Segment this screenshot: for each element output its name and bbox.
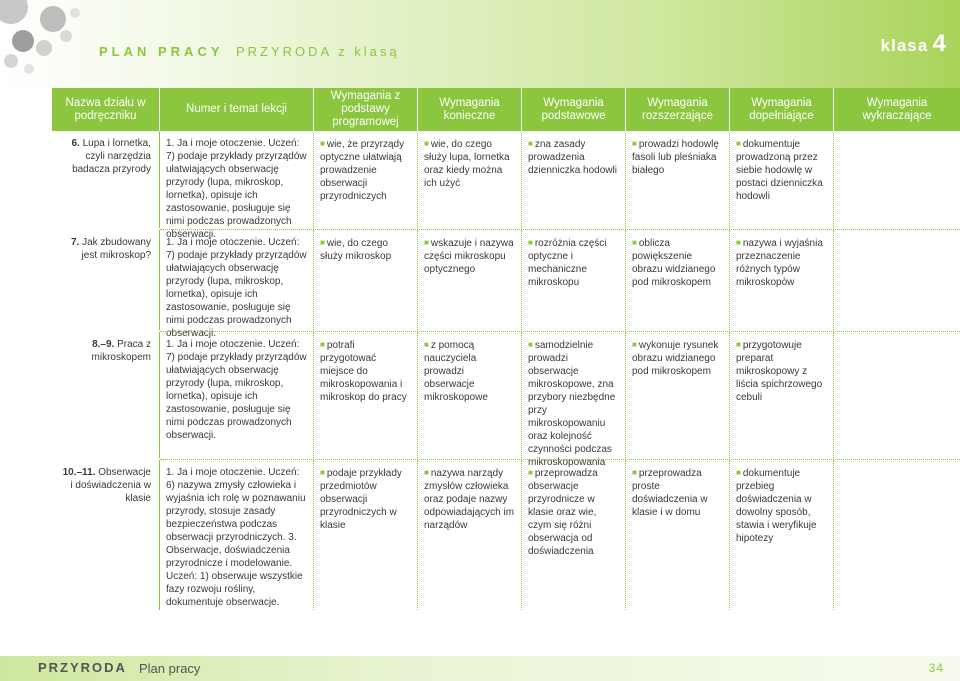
rozszerzajace-cell <box>522 332 626 468</box>
konieczne-text: wie, do czego służy mikroskop <box>320 238 392 262</box>
wykraczajace-cell <box>730 332 834 458</box>
podstawa-text: 1. Ja i moje otoczenie. Uczeń: 6) nazywa zmysły człowieka i wyjaśnia ich rolę w poznawaniu przyrody, stosuje zasady bezpieczeństwa podczas obserwacji przyrodniczych. 3. Obserwacje, doświadczenia przyrodnicze i modelowanie. Uczeń: 1) obserwuje wszystkie fazy rozwoju rośliny, dokumentuje obserwacje. <box>166 467 306 608</box>
konieczne-text: podaje przykłady przedmiotów obserwacji przyrodniczych w klasie <box>320 468 402 531</box>
class-label <box>881 30 946 58</box>
dopelniajace-text: wykonuje rysunek obrazu widzianego pod mikroskopem <box>632 340 719 377</box>
page-footer <box>0 656 960 681</box>
dopelniajace-cell <box>626 230 730 330</box>
podstawowe-cell <box>418 230 522 330</box>
podstawa-text: 1. Ja i moje otoczenie. Uczeń: 7) podaje przykłady przyrządów ułatwiających obserwację przyrody (lupa, mikroskop, lornetka), opisuje ich zastosowanie, posługuje się nimi podczas prowadzonych obserwacji. <box>166 138 307 240</box>
lesson-number: 8.–9. <box>92 339 115 350</box>
bullet-icon: ■ <box>736 340 741 349</box>
table-row <box>52 131 960 240</box>
bullet-icon: ■ <box>424 139 429 148</box>
rozszerzajace-text: rozróżnia części optyczne i mechaniczne mikroskopu <box>528 238 607 288</box>
column-header-konieczne: Wymagania konieczne <box>418 88 522 131</box>
row-topic-cell <box>52 460 160 610</box>
bullet-icon: ■ <box>320 340 325 349</box>
footer-subject: PRZYRODA <box>38 660 127 675</box>
bullet-icon: ■ <box>320 238 325 247</box>
bullet-icon: ■ <box>320 468 325 477</box>
podstawowe-text: wie, do czego służy lupa, lornetka oraz kiedy można ich użyć <box>424 139 510 189</box>
podstawowe-cell <box>418 460 522 610</box>
subject-title: PRZYRODA z klasą <box>236 44 400 59</box>
wykraczajace-text: dokumentuje przebieg doświadczenia w dowolny sposób, stawia i weryfikuje hipotezy <box>736 468 817 544</box>
konieczne-text: wie, że przyrządy optyczne ułatwiają prowadzenie obserwacji przyrodniczych <box>320 139 405 202</box>
class-word: klasa <box>880 36 929 55</box>
dopelniajace-cell <box>626 460 730 610</box>
wykraczajace-cell <box>730 230 834 330</box>
bullet-icon: ■ <box>528 340 533 349</box>
podstawa-cell <box>160 332 314 458</box>
podstawowe-text: wskazuje i nazywa części mikroskopu optycznego <box>424 238 514 275</box>
table-row <box>52 230 960 339</box>
bullet-icon: ■ <box>424 238 429 247</box>
row-topic-cell <box>52 332 160 458</box>
podstawa-text: 1. Ja i moje otoczenie. Uczeń: 7) podaje przykłady przyrządów ułatwiających obserwację przyrody (lupa, mikroskop, lornetka), opisuje ich zastosowanie, posługuje się nimi podczas prowadzonych obserwacji. <box>166 237 307 339</box>
podstawa-cell <box>160 460 314 610</box>
table-row <box>52 460 960 610</box>
section-name: Jak zbudowany jest mikroskop? <box>81 237 151 261</box>
konieczne-cell <box>314 131 418 228</box>
bullet-icon: ■ <box>424 340 429 349</box>
rozszerzajace-text: samodzielnie prowadzi obserwacje mikroskopowe, zna przybory niezbędne przy mikroskopowaniu oraz kolejność czynności podczas mikroskopowania <box>528 340 616 468</box>
bullet-icon: ■ <box>632 139 637 148</box>
bullet-icon: ■ <box>424 468 429 477</box>
dopelniajace-text: prowadzi hodowlę fasoli lub pleśniaka białego <box>632 139 719 176</box>
bullet-icon: ■ <box>632 238 637 247</box>
podstawa-cell <box>160 230 314 339</box>
empty-cell <box>834 230 960 330</box>
rozszerzajace-cell <box>522 460 626 610</box>
bullet-icon: ■ <box>528 238 533 247</box>
section-name: Lupa i lornetka, czyli narzędzia badacza przyrody <box>72 138 151 175</box>
podstawa-text: 1. Ja i moje otoczenie. Uczeń: 7) podaje przykłady przyrządów ułatwiających obserwację przyrody (lupa, mikroskop, lornetka), opisuje ich zastosowanie, posługuje się nimi podczas prowadzonych obserwacji. <box>166 339 307 441</box>
podstawowe-cell <box>418 131 522 228</box>
konieczne-cell <box>314 460 418 610</box>
rozszerzajace-cell <box>522 230 626 330</box>
bullet-icon: ■ <box>528 139 533 148</box>
konieczne-cell <box>314 332 418 458</box>
empty-cell <box>834 131 960 228</box>
konieczne-text: potrafi przygotować miejsce do mikroskopowania i mikroskop do pracy <box>320 340 407 403</box>
plan-title: PLAN PRACY <box>99 44 224 59</box>
dopelniajace-text: oblicza powiększenie obrazu widzianego pod mikroskopem <box>632 238 716 288</box>
bullet-icon: ■ <box>632 340 637 349</box>
bullet-icon: ■ <box>736 238 741 247</box>
wykraczajace-text: nazywa i wyjaśnia przeznaczenie różnych typów mikroskopów <box>736 238 823 288</box>
wykraczajace-cell <box>730 131 834 228</box>
wykraczajace-text: dokumentuje prowadzoną przez siebie hodowlę w postaci dzienniczka hodowli <box>736 139 823 202</box>
column-header-podstawa: Wymagania z podstawy programowej <box>314 88 418 131</box>
empty-cell <box>834 332 960 458</box>
column-header-dopelniajace: Wymagania dopełniające <box>730 88 834 131</box>
bullet-icon: ■ <box>736 139 741 148</box>
column-header-wykraczajace: Wymagania wykraczające <box>834 88 960 131</box>
column-header-podstawowe: Wymagania podstawowe <box>522 88 626 131</box>
dopelniajace-text: przeprowadza proste doświadczenia w klasie i w domu <box>632 468 708 518</box>
table-row <box>52 332 960 468</box>
rozszerzajace-text: przeprowadza obserwacje przyrodnicze w klasie oraz wie, czym się różni obserwacja od doświadczenia <box>528 468 598 557</box>
column-header-dzial: Nazwa działu w podręczniku <box>52 88 160 131</box>
dopelniajace-cell <box>626 332 730 458</box>
dopelniajace-cell <box>626 131 730 228</box>
bullet-icon: ■ <box>736 468 741 477</box>
empty-cell <box>834 460 960 610</box>
wykraczajace-cell <box>730 460 834 610</box>
podstawa-cell <box>160 131 314 240</box>
row-topic-cell <box>52 131 160 228</box>
section-name: Obserwacje i doświadczenia w klasie <box>70 467 151 504</box>
wykraczajace-text: przygotowuje preparat mikroskopowy z liścia spichrzowego cebuli <box>736 340 823 403</box>
column-header-temat: Numer i temat lekcji <box>160 88 314 131</box>
page-number: 34 <box>928 661 944 675</box>
row-topic-cell <box>52 230 160 330</box>
table-header <box>52 88 960 131</box>
podstawowe-cell <box>418 332 522 458</box>
header-banner <box>0 0 960 88</box>
column-header-rozszerzajace: Wymagania rozszerzające <box>626 88 730 131</box>
class-number: 4 <box>932 30 946 57</box>
footer-title: Plan pracy <box>139 661 201 676</box>
bullet-icon: ■ <box>320 139 325 148</box>
konieczne-cell <box>314 230 418 330</box>
bullet-icon: ■ <box>632 468 637 477</box>
bullet-icon: ■ <box>528 468 533 477</box>
section-name: Praca z mikroskopem <box>91 339 151 363</box>
lesson-number: 7. <box>70 237 80 248</box>
lesson-number: 6. <box>71 138 80 149</box>
rozszerzajace-cell <box>522 131 626 228</box>
rozszerzajace-text: zna zasady prowadzenia dzienniczka hodowli <box>528 139 617 176</box>
podstawowe-text: z pomocą nauczyciela prowadzi obserwacje mikroskopowe <box>424 340 488 403</box>
lesson-number: 10.–11. <box>62 467 96 478</box>
podstawowe-text: nazywa narządy zmysłów człowieka oraz podaje nazwy odpowiadających im narządów <box>424 468 515 531</box>
decorative-dots <box>0 0 95 88</box>
